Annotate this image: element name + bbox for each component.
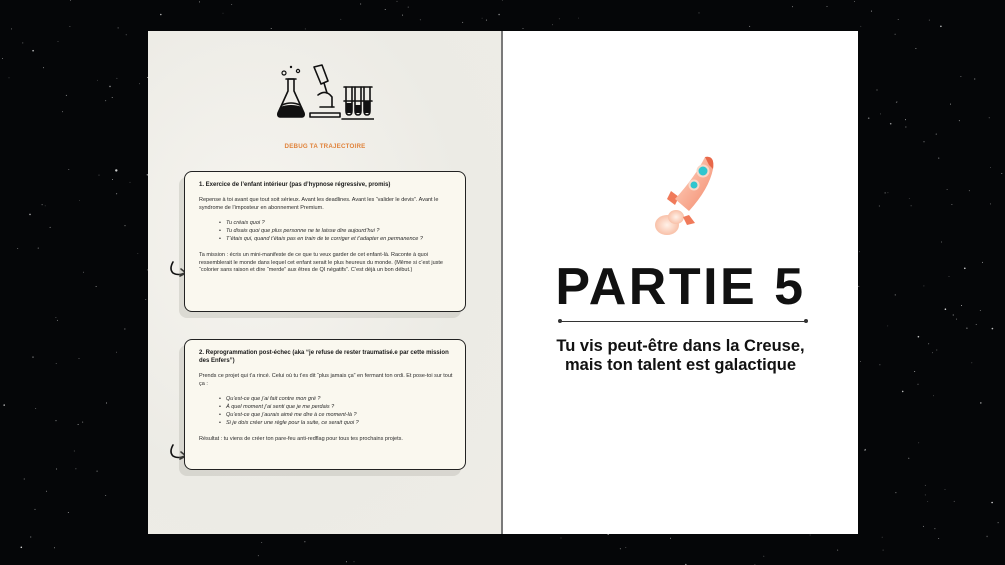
- divider-dot: [558, 319, 562, 323]
- divider-dot: [804, 319, 808, 323]
- question-list: [199, 219, 453, 243]
- list-item: • Tu disais quoi que plus personne ne te laisse dire aujourd’hui ?: [219, 227, 453, 235]
- card-intro: Repense à toi avant que tout soit sérieux. Avant les deadlines. Avant les “valider le devis”. Avant le syndrome de l’imposteur en abonnement Premium.: [199, 197, 439, 211]
- list-item: • Qu’est-ce que j’ai fait contre mon gré ?: [219, 395, 453, 403]
- card-title: 1. Exercice de l’enfant intérieur (pas d’hypnose régressive, promis): [199, 182, 391, 188]
- science-lab-icon: [274, 61, 374, 125]
- part-subtitle: Tu vis peut-être dans la Creuse, mais ton talent est galactique: [556, 337, 805, 374]
- list-item: • T’étais qui, quand t’étais pas en train de te corriger et t’adapter en permanence ?: [219, 235, 453, 243]
- list-item: • Tu créais quoi ?: [219, 219, 453, 227]
- list-item: • Qu’est-ce que j’aurais aimé me dire à ce moment-là ?: [219, 411, 453, 419]
- section-heading: DEBUG TA TRAJECTOIRE: [284, 143, 366, 150]
- part-title: PARTIE 5: [555, 258, 806, 316]
- card-title: 2. Reprogrammation post-échec (aka “je refuse de rester traumatisé.e par cette mission des Enfers”): [199, 350, 449, 364]
- list-item: • À quel moment j’ai senti que je me perdais ?: [219, 403, 453, 411]
- right-page: [503, 31, 858, 534]
- card-mission: Ta mission : écris un mini-manifeste de ce que tu veux garder de cet enfant-là. Raconte à quoi ressemblerait le monde dans lequel cet enfant serait le plus heureux du monde. (Même si c’est juste “colorier sans raison et dire “merde” aux êtres de QI négatifs”. C’est déjà un bon début.): [199, 252, 443, 274]
- exercise-card-reprogramming: [184, 339, 466, 470]
- exercise-card-inner-child: [184, 171, 466, 312]
- card-intro: Prends ce projet qui t’a rincé. Celui où tu t’es dit “plus jamais ça” en fermant ton ordi. Et pose-toi sur tout ça :: [199, 373, 453, 387]
- rocket-icon: [649, 153, 719, 243]
- question-list: [199, 395, 453, 427]
- list-item: • Si je dois créer une règle pour la suite, ce serait quoi ?: [219, 419, 453, 427]
- left-page: [148, 31, 502, 534]
- card-result: Résultat : tu viens de créer ton pare-feu anti-redflag pour tous tes prochains projets.: [199, 436, 403, 443]
- divider-line: [560, 321, 806, 322]
